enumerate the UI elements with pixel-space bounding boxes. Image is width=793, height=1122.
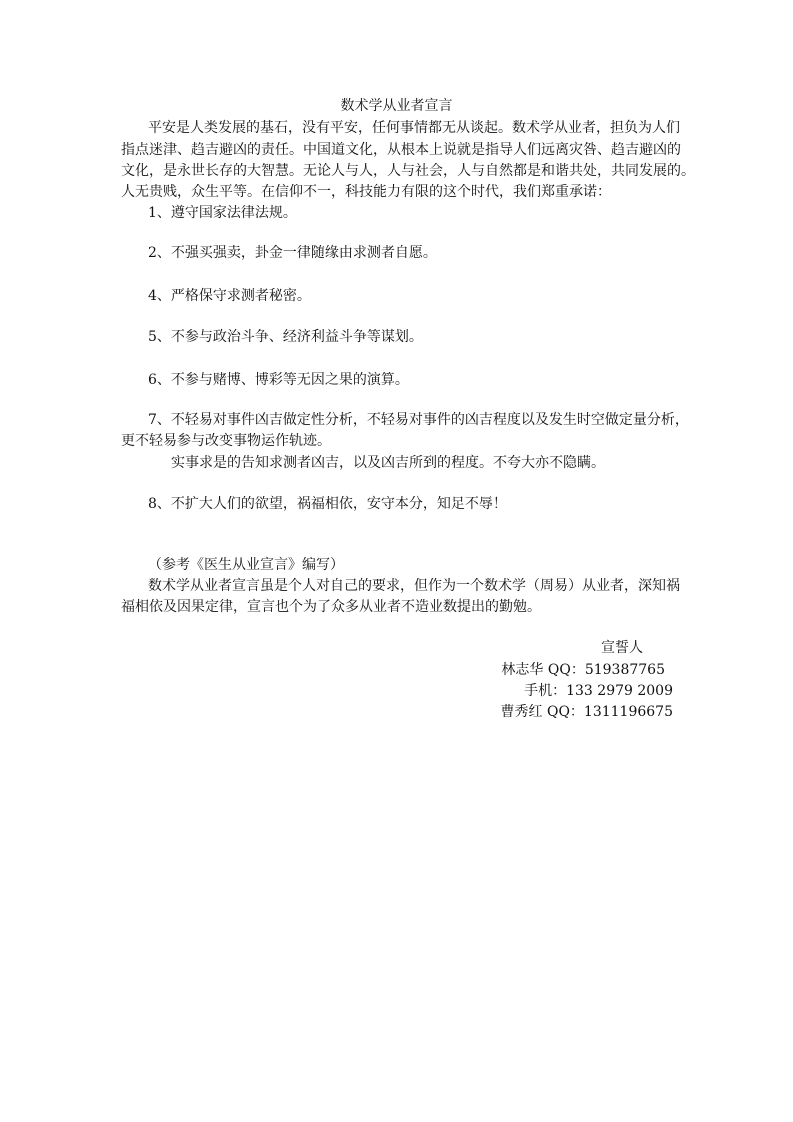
pledge-item-6: 6、不参与赌博、博彩等无因之果的演算。 [148, 372, 409, 388]
intro-line-2: 指点迷津、趋吉避凶的责任。中国道文化，从根本上说就是指导人们远离灾咎、趋吉避凶的 [121, 142, 681, 158]
signature-line-1: 林志华 QQ：519387765 [501, 662, 665, 678]
document-title: 数术学从业者宣言 [340, 98, 453, 114]
intro-line-1: 平安是人类发展的基石，没有平安，任何事情都无从谈起。数术学从业者，担负为人们 [148, 120, 680, 136]
pledge-item-1: 1、遵守国家法律法规。 [148, 205, 297, 221]
pledge-item-7-line-3: 实事求是的告知求测者凶吉，以及凶吉所到的程度。不夸大亦不隐瞒。 [171, 455, 605, 471]
signature-heading: 宣誓人 [601, 640, 643, 656]
pledge-item-4: 4、严格保守求测者秘密。 [148, 288, 311, 304]
pledge-item-8: 8、不扩大人们的欲望，祸福相依，安守本分，知足不辱！ [148, 496, 507, 512]
pledge-item-5: 5、不参与政治斗争、经济利益斗争等谋划。 [148, 329, 423, 345]
signature-line-2: 手机：133 2979 2009 [524, 683, 673, 699]
signature-line-3: 曹秀红 QQ：1311196675 [500, 704, 673, 720]
pledge-item-7-line-2: 更不轻易参与改变事物运作轨迹。 [121, 433, 331, 449]
pledge-item-7-line-1: 7、不轻易对事件凶吉做定性分析，不轻易对事件的凶吉程度以及发生时空做定量分析， [148, 412, 689, 428]
pledge-item-2: 2、不强买强卖，卦金一律随缘由求测者自愿。 [148, 245, 437, 261]
reference-note: （参考《医生从业宣言》编写） [148, 557, 344, 573]
intro-line-4: 人无贵贱，众生平等。在信仰不一，科技能力有限的这个时代，我们郑重承诺： [121, 184, 611, 200]
closing-line-2: 福相依及因果定律，宣言也个为了众多从业者不造业数提出的勤勉。 [121, 599, 541, 615]
intro-line-3: 文化，是永世长存的大智慧。无论人与人，人与社会，人与自然都是和谐共处，共同发展的。 [121, 163, 695, 179]
closing-line-1: 数术学从业者宣言虽是个人对自己的要求，但作为一个数术学（周易）从业者，深知祸 [148, 578, 680, 594]
